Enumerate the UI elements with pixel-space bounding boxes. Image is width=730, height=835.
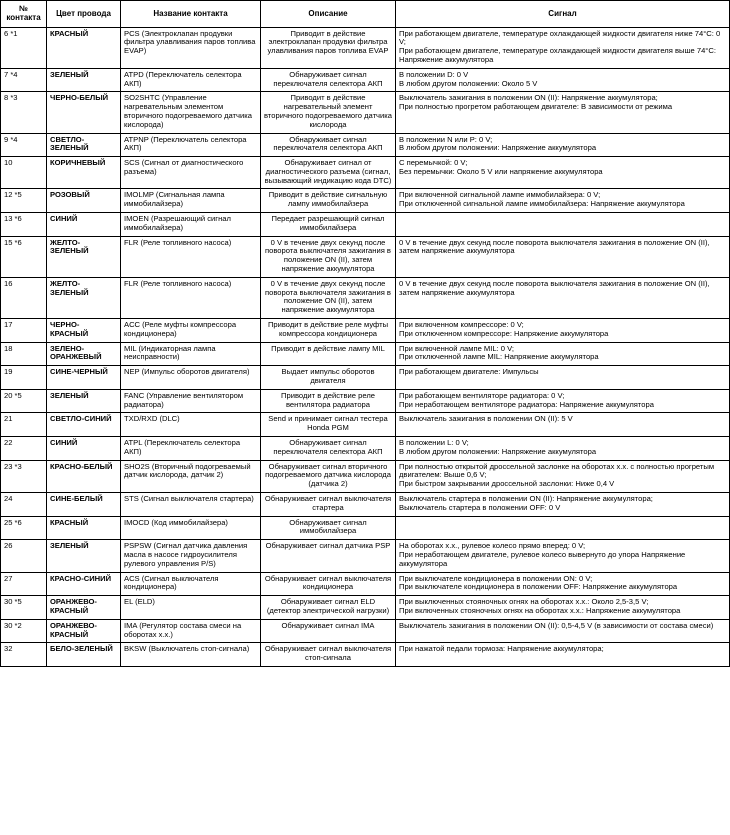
cell-wire-color: СВЕТЛО-СИНИЙ bbox=[47, 413, 121, 437]
cell-wire-color: ЧЕРНО-БЕЛЫЙ bbox=[47, 92, 121, 133]
cell-pin-name: IMOEN (Разрешающий сигнал иммобилайзера) bbox=[121, 213, 261, 237]
cell-description: Приводит в действие сигнальную лампу иммобилайзера bbox=[261, 189, 396, 213]
table-row bbox=[1, 389, 730, 413]
cell-description: Обнаруживает сигнал выключателя кондиционера bbox=[261, 572, 396, 596]
cell-pin-number: 21 bbox=[1, 413, 47, 437]
cell-description: Обнаруживает сигнал от диагностического разъема (сигнал, вызывающий индикацию кода DTC) bbox=[261, 157, 396, 189]
header-pin-name: Название контакта bbox=[121, 1, 261, 28]
cell-description: Выдает импульс оборотов двигателя bbox=[261, 366, 396, 390]
cell-signal: Выключатель стартера в положении ON (II): Напряжение аккумулятора; Выключатель стартера в положении OFF: 0 V bbox=[396, 493, 730, 517]
cell-description: Приводит в действие реле вентилятора радиатора bbox=[261, 389, 396, 413]
table-row bbox=[1, 643, 730, 667]
cell-pin-number: 17 bbox=[1, 319, 47, 343]
cell-pin-number: 12 *5 bbox=[1, 189, 47, 213]
cell-description: Обнаруживает сигнал иммобилайзера bbox=[261, 516, 396, 540]
cell-wire-color: СИНЕ-БЕЛЫЙ bbox=[47, 493, 121, 517]
cell-wire-color: СИНЕ-ЧЕРНЫЙ bbox=[47, 366, 121, 390]
cell-pin-number: 10 bbox=[1, 157, 47, 189]
cell-description: Обнаруживает сигнал переключателя селектора АКП bbox=[261, 133, 396, 157]
cell-pin-name: SHO2S (Вторичный подогреваемый датчик кислорода, датчик 2) bbox=[121, 460, 261, 492]
cell-pin-number: 19 bbox=[1, 366, 47, 390]
cell-wire-color: ЗЕЛЕНЫЙ bbox=[47, 68, 121, 92]
cell-pin-name: TXD/RXD (DLC) bbox=[121, 413, 261, 437]
cell-signal: На оборотах х.х., рулевое колесо прямо вперед: 0 V; При неработающем двигателе, рулевое колесо вывернуто до упора Напряжение аккумулятора bbox=[396, 540, 730, 572]
cell-pin-name: NEP (Импульс оборотов двигателя) bbox=[121, 366, 261, 390]
table-header-row bbox=[1, 1, 730, 28]
table-row bbox=[1, 540, 730, 572]
cell-pin-number: 20 *5 bbox=[1, 389, 47, 413]
table-row bbox=[1, 27, 730, 68]
header-description: Описание bbox=[261, 1, 396, 28]
cell-pin-number: 22 bbox=[1, 437, 47, 461]
cell-pin-number: 30 *2 bbox=[1, 619, 47, 643]
cell-signal: При работающем двигателе, температуре охлаждающей жидкости двигателя ниже 74°C: 0 V; При работающем двигателе, температуре охлаждающей жидкости двигателя выше 74°C: Напряжение аккумулятора bbox=[396, 27, 730, 68]
table-row bbox=[1, 68, 730, 92]
cell-pin-name: PCS (Электроклапан продувки фильтра улавливания паров топлива EVAP) bbox=[121, 27, 261, 68]
cell-wire-color: ОРАНЖЕВО-КРАСНЫЙ bbox=[47, 619, 121, 643]
cell-signal: В положении D: 0 V В любом другом положении: Около 5 V bbox=[396, 68, 730, 92]
cell-pin-number: 6 *1 bbox=[1, 27, 47, 68]
cell-pin-name: ACC (Реле муфты компрессора кондиционера) bbox=[121, 319, 261, 343]
cell-pin-number: 8 *3 bbox=[1, 92, 47, 133]
cell-pin-number: 26 bbox=[1, 540, 47, 572]
cell-wire-color: ЗЕЛЕНЫЙ bbox=[47, 389, 121, 413]
cell-wire-color: СИНИЙ bbox=[47, 437, 121, 461]
cell-pin-number: 25 *6 bbox=[1, 516, 47, 540]
cell-pin-number: 27 bbox=[1, 572, 47, 596]
cell-description: Приводит в действие реле муфты компрессора кондиционера bbox=[261, 319, 396, 343]
cell-description: Обнаруживает сигнал IMA bbox=[261, 619, 396, 643]
table-row bbox=[1, 437, 730, 461]
table-row bbox=[1, 213, 730, 237]
cell-pin-number: 7 *4 bbox=[1, 68, 47, 92]
cell-pin-number: 13 *6 bbox=[1, 213, 47, 237]
cell-signal: 0 V в течение двух секунд после поворота выключателя зажигания в положение ON (II), затем напряжение аккумулятора bbox=[396, 236, 730, 277]
table-row bbox=[1, 189, 730, 213]
cell-wire-color: СИНИЙ bbox=[47, 213, 121, 237]
cell-pin-number: 9 *4 bbox=[1, 133, 47, 157]
table-row bbox=[1, 342, 730, 366]
table-row bbox=[1, 319, 730, 343]
cell-wire-color: ЖЕЛТО-ЗЕЛЕНЫЙ bbox=[47, 277, 121, 318]
cell-description: 0 V в течение двух секунд после поворота выключателя зажигания в положение ON (II), затем напряжение аккумулятора bbox=[261, 236, 396, 277]
cell-pin-number: 15 *6 bbox=[1, 236, 47, 277]
cell-wire-color: КРАСНЫЙ bbox=[47, 27, 121, 68]
cell-pin-name: EL (ELD) bbox=[121, 596, 261, 620]
cell-pin-name: ATPL (Переключатель селектора АКП) bbox=[121, 437, 261, 461]
cell-signal: При выключенных стояночных огнях на оборотах х.х.: Около 2,5-3,5 V; При включенных стояночных огнях на оборотах х.х.: Напряжение аккумулятора bbox=[396, 596, 730, 620]
cell-pin-name: IMOCD (Код иммобилайзера) bbox=[121, 516, 261, 540]
cell-pin-name: SCS (Сигнал от диагностического разъема) bbox=[121, 157, 261, 189]
table-row bbox=[1, 236, 730, 277]
cell-signal: Выключатель зажигания в положении ON (II): Напряжение аккумулятора; При полностью прогретом работающем двигателе: В зависимости от режима bbox=[396, 92, 730, 133]
header-wire-color: Цвет провода bbox=[47, 1, 121, 28]
cell-wire-color: КРАСНЫЙ bbox=[47, 516, 121, 540]
table-row bbox=[1, 516, 730, 540]
cell-pin-name: BKSW (Выключатель стоп-сигнала) bbox=[121, 643, 261, 667]
cell-wire-color: ЖЕЛТО-ЗЕЛЕНЫЙ bbox=[47, 236, 121, 277]
cell-wire-color: ЧЕРНО-КРАСНЫЙ bbox=[47, 319, 121, 343]
cell-signal: При нажатой педали тормоза: Напряжение аккумулятора; bbox=[396, 643, 730, 667]
table-row bbox=[1, 460, 730, 492]
cell-signal: С перемычкой: 0 V; Без перемычки: Около 5 V или напряжение аккумулятора bbox=[396, 157, 730, 189]
cell-wire-color: СВЕТЛО-ЗЕЛЕНЫЙ bbox=[47, 133, 121, 157]
cell-wire-color: БЕЛО-ЗЕЛЕНЫЙ bbox=[47, 643, 121, 667]
table-row bbox=[1, 572, 730, 596]
cell-wire-color: ЗЕЛЕНО-ОРАНЖЕВЫЙ bbox=[47, 342, 121, 366]
cell-pin-number: 23 *3 bbox=[1, 460, 47, 492]
cell-signal: В положении L: 0 V; В любом другом положении: Напряжение аккумулятора bbox=[396, 437, 730, 461]
cell-signal: 0 V в течение двух секунд после поворота выключателя зажигания в положение ON (II), затем напряжение аккумулятора bbox=[396, 277, 730, 318]
cell-pin-name: FANC (Управление вентилятором радиатора) bbox=[121, 389, 261, 413]
cell-wire-color: КРАСНО-БЕЛЫЙ bbox=[47, 460, 121, 492]
cell-wire-color: КОРИЧНЕВЫЙ bbox=[47, 157, 121, 189]
cell-pin-name: ATPNP (Переключатель селектора АКП) bbox=[121, 133, 261, 157]
table-row bbox=[1, 277, 730, 318]
cell-description: Обнаруживает сигнал вторичного подогреваемого датчика кислорода (датчика 2) bbox=[261, 460, 396, 492]
cell-signal: При полностью открытой дроссельной заслонке на оборотах х.х. с полностью прогретым двигателем: Выше 0,6 V; При быстром закрывании дроссельной заслонки: Ниже 0,4 V bbox=[396, 460, 730, 492]
cell-wire-color: ОРАНЖЕВО-КРАСНЫЙ bbox=[47, 596, 121, 620]
table-body bbox=[1, 27, 730, 666]
table-row bbox=[1, 366, 730, 390]
cell-description: Обнаруживает сигнал ELD (детектор электрической нагрузки) bbox=[261, 596, 396, 620]
cell-description: Обнаруживает сигнал переключателя селектора АКП bbox=[261, 68, 396, 92]
cell-pin-name: SO2SHTC (Управление нагревательным элементом вторичного подогреваемого датчика кислорода) bbox=[121, 92, 261, 133]
table-row bbox=[1, 133, 730, 157]
table-row bbox=[1, 619, 730, 643]
cell-description: Обнаруживает сигнал переключателя селектора АКП bbox=[261, 437, 396, 461]
cell-pin-name: ATPD (Переключатель селектора АКП) bbox=[121, 68, 261, 92]
cell-signal: При включенном компрессоре: 0 V; При отключенном компрессоре: Напряжение аккумулятора bbox=[396, 319, 730, 343]
cell-description: Обнаруживает сигнал выключателя стартера bbox=[261, 493, 396, 517]
cell-signal: При выключателе кондиционера в положении ON: 0 V; При выключателе кондиционера в положении OFF: Напряжение аккумулятора bbox=[396, 572, 730, 596]
cell-pin-number: 32 bbox=[1, 643, 47, 667]
cell-signal bbox=[396, 516, 730, 540]
cell-signal: При работающем вентиляторе радиатора: 0 V; При неработающем вентиляторе радиатора: Напряжение аккумулятора bbox=[396, 389, 730, 413]
cell-pin-number: 30 *5 bbox=[1, 596, 47, 620]
cell-signal: Выключатель зажигания в положении ON (II): 0,5-4,5 V (в зависимости от состава смеси) bbox=[396, 619, 730, 643]
cell-signal: При включенной сигнальной лампе иммобилайзера: 0 V; При отключенной сигнальной лампе иммобилайзера: Напряжение аккумулятора bbox=[396, 189, 730, 213]
table-row bbox=[1, 493, 730, 517]
table-row bbox=[1, 92, 730, 133]
cell-description: Приводит в действие лампу MIL bbox=[261, 342, 396, 366]
cell-pin-name: FLR (Реле топливного насоса) bbox=[121, 236, 261, 277]
cell-pin-name: FLR (Реле топливного насоса) bbox=[121, 277, 261, 318]
cell-pin-number: 24 bbox=[1, 493, 47, 517]
cell-description: Приводит в действие электроклапан продувки фильтра улавливания паров топлива EVAP bbox=[261, 27, 396, 68]
cell-pin-name: IMOLMP (Сигнальная лампа иммобилайзера) bbox=[121, 189, 261, 213]
cell-signal: Выключатель зажигания в положении ON (II): 5 V bbox=[396, 413, 730, 437]
cell-pin-name: MIL (Индикаторная лампа неисправности) bbox=[121, 342, 261, 366]
cell-wire-color: РОЗОВЫЙ bbox=[47, 189, 121, 213]
cell-description: Обнаруживает сигнал датчика PSP bbox=[261, 540, 396, 572]
cell-description: 0 V в течение двух секунд после поворота выключателя зажигания в положение ON (II), затем напряжение аккумулятора bbox=[261, 277, 396, 318]
header-pin-number: № контакта bbox=[1, 1, 47, 28]
header-signal: Сигнал bbox=[396, 1, 730, 28]
cell-pin-name: PSPSW (Сигнал датчика давления масла в насосе гидроусилителя рулевого управления P/S) bbox=[121, 540, 261, 572]
cell-signal bbox=[396, 213, 730, 237]
cell-pin-name: ACS (Сигнал выключателя кондиционера) bbox=[121, 572, 261, 596]
cell-description: Обнаруживает сигнал выключателя стоп-сигнала bbox=[261, 643, 396, 667]
cell-pin-number: 16 bbox=[1, 277, 47, 318]
cell-description: Приводит в действие нагревательный элемент вторичного подогреваемого датчика кислорода bbox=[261, 92, 396, 133]
cell-pin-name: STS (Сигнал выключателя стартера) bbox=[121, 493, 261, 517]
cell-description: Передает разрешающий сигнал иммобилайзера bbox=[261, 213, 396, 237]
cell-description: Send и принимает сигнал тестера Honda PGM bbox=[261, 413, 396, 437]
cell-pin-number: 18 bbox=[1, 342, 47, 366]
cell-wire-color: КРАСНО-СИНИЙ bbox=[47, 572, 121, 596]
cell-signal: При работающем двигателе: Импульсы bbox=[396, 366, 730, 390]
cell-wire-color: ЗЕЛЕНЫЙ bbox=[47, 540, 121, 572]
table-row bbox=[1, 596, 730, 620]
cell-signal: В положении N или P: 0 V; В любом другом положении: Напряжение аккумулятора bbox=[396, 133, 730, 157]
table-row bbox=[1, 413, 730, 437]
table-row bbox=[1, 157, 730, 189]
cell-pin-name: IMA (Регулятор состава смеси на оборотах х.х.) bbox=[121, 619, 261, 643]
cell-signal: При включенной лампе MIL: 0 V; При отключенной лампе MIL: Напряжение аккумулятора bbox=[396, 342, 730, 366]
